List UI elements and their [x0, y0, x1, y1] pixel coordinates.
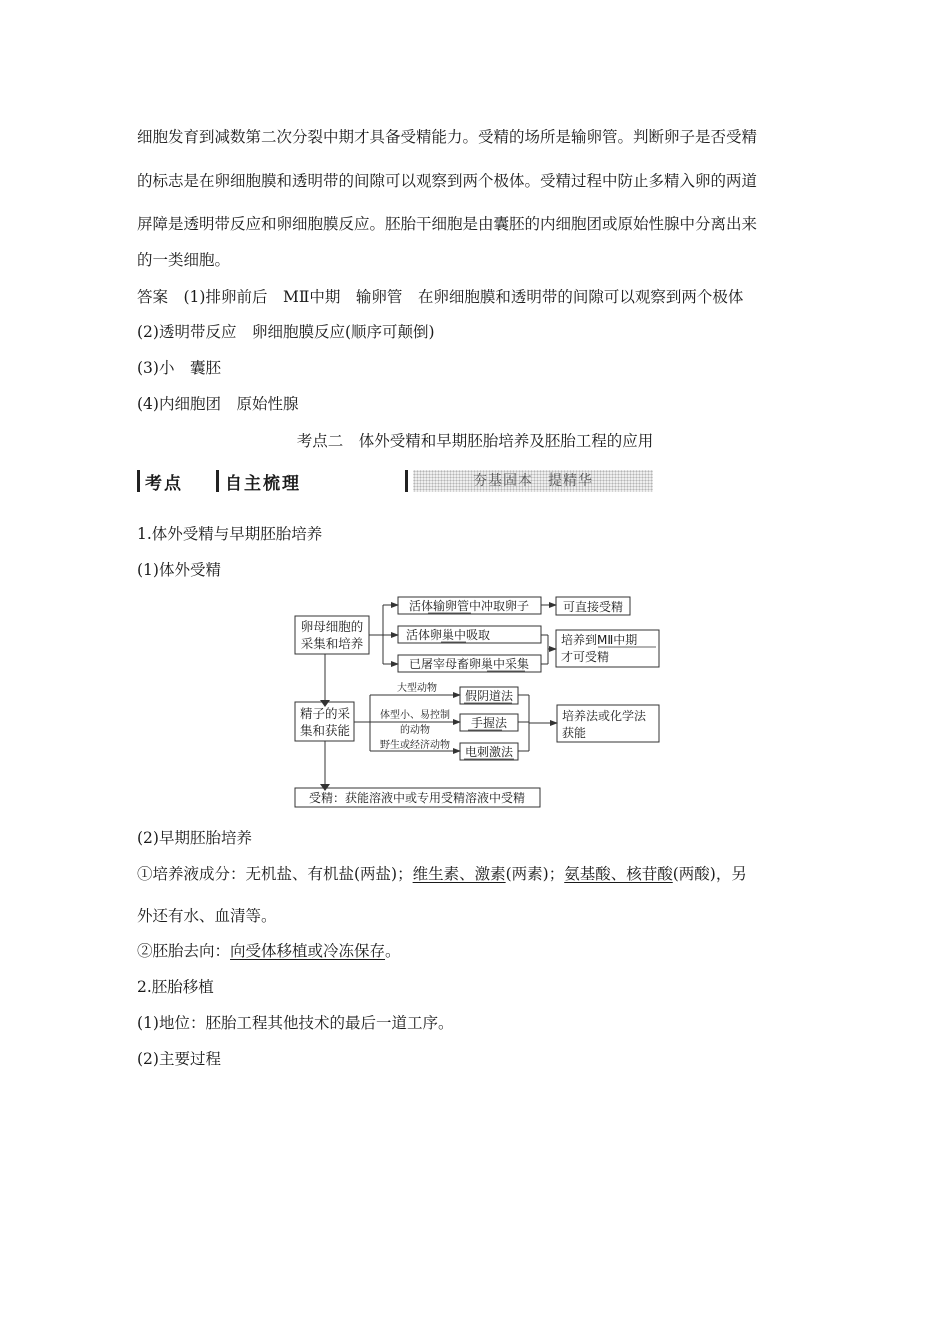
banner-tag-kaodian: 考点 — [145, 473, 183, 494]
item2-prefix: ②胚胎去向： — [137, 942, 231, 960]
answer-line-3: (3)小 囊胚 — [137, 359, 221, 377]
egg-result-text-2: 培养到MⅡ中期 — [561, 633, 638, 647]
sperm-result-text-2: 获能 — [562, 726, 587, 740]
item2-suffix: 。 — [385, 942, 401, 960]
banner-slogan: 夯基固本 提精华 — [473, 473, 593, 489]
point1-item1-line2: 外还有水、血清等。 — [137, 907, 277, 925]
item1-underline-1: 维生素、激素 — [412, 865, 506, 883]
egg-box-text-1: 卵母细胞的 — [300, 619, 364, 634]
item1-prefix: ①培养液成分：无机盐、有机盐(两盐)； — [137, 865, 413, 883]
egg-result-text-3: 才可受精 — [561, 650, 610, 664]
item1-mid: (两素)； — [505, 865, 565, 883]
egg-result-text-1: 可直接受精 — [562, 600, 624, 614]
item1-suffix: (两酸)，另 — [672, 865, 747, 883]
sperm-label-2b: 的动物 — [400, 725, 430, 736]
point1-item1-line1 — [137, 863, 747, 885]
item2-underline: 向受体移植或冷冻保存 — [230, 942, 386, 960]
sperm-label-3: 野生或经济动物 — [380, 740, 450, 751]
banner-tag-zizhu: 自主梳理 — [225, 473, 301, 494]
egg-box-text-2: 采集和培养 — [300, 636, 364, 651]
point2-sub2: (2)主要过程 — [137, 1050, 221, 1068]
egg-method-text-3: 已屠宰母畜卵巢中采集 — [408, 657, 530, 671]
answer-line-4: (4)内细胞团 原始性腺 — [137, 395, 299, 413]
point2-title: 2.胚胎移植 — [137, 978, 214, 996]
sperm-label-1: 大型动物 — [397, 683, 437, 694]
fertilization-text: 受精：获能溶液中或专用受精溶液中受精 — [308, 791, 526, 805]
point1-item2 — [137, 940, 401, 962]
answer-line-2: (2)透明带反应 卵细胞膜反应(顺序可颠倒) — [137, 323, 435, 341]
sperm-result-text-1: 培养法或化学法 — [562, 709, 647, 723]
point1-title: 1.体外受精与早期胚胎培养 — [137, 525, 323, 543]
sperm-method-text-1: 假阴道法 — [464, 689, 514, 703]
sperm-box-text-2: 集和获能 — [299, 723, 351, 738]
egg-method-text-1: 活体输卵管中冲取卵子 — [408, 599, 530, 613]
sperm-method-text-2: 手握法 — [470, 716, 508, 730]
point2-sub1: (1)地位：胚胎工程其他技术的最后一道工序。 — [137, 1014, 454, 1032]
explanation-line-4: 的一类细胞。 — [137, 251, 231, 269]
point1-sub2: (2)早期胚胎培养 — [137, 829, 252, 847]
egg-method-text-2: 活体卵巢中吸取 — [405, 628, 491, 642]
explanation-line-3: 屏障是透明带反应和卵细胞膜反应。胚胎干细胞是由囊胚的内细胞团或原始性腺中分离出来 — [137, 215, 758, 233]
sperm-label-2a: 体型小、易控制 — [380, 710, 450, 721]
sperm-method-text-3: 电刺激法 — [464, 745, 514, 759]
item1-underline-2: 氨基酸、核苷酸 — [564, 865, 673, 883]
point1-sub1: (1)体外受精 — [137, 561, 221, 579]
answer-line-1: 答案 (1)排卵前后 MⅡ中期 输卵管 在卵细胞膜和透明带的间隙可以观察到两个极体 — [137, 288, 744, 306]
sperm-box-text-1: 精子的采 — [299, 706, 351, 721]
section-title: 考点二 体外受精和早期胚胎培养及胚胎工程的应用 — [296, 432, 654, 450]
explanation-line-2: 的标志是在卵细胞膜和透明带的间隙可以观察到两个极体。受精过程中防止多精入卵的两道 — [137, 172, 758, 190]
explanation-line-1: 细胞发育到减数第二次分裂中期才具备受精能力。受精的场所是输卵管。判断卵子是否受精 — [137, 128, 758, 146]
